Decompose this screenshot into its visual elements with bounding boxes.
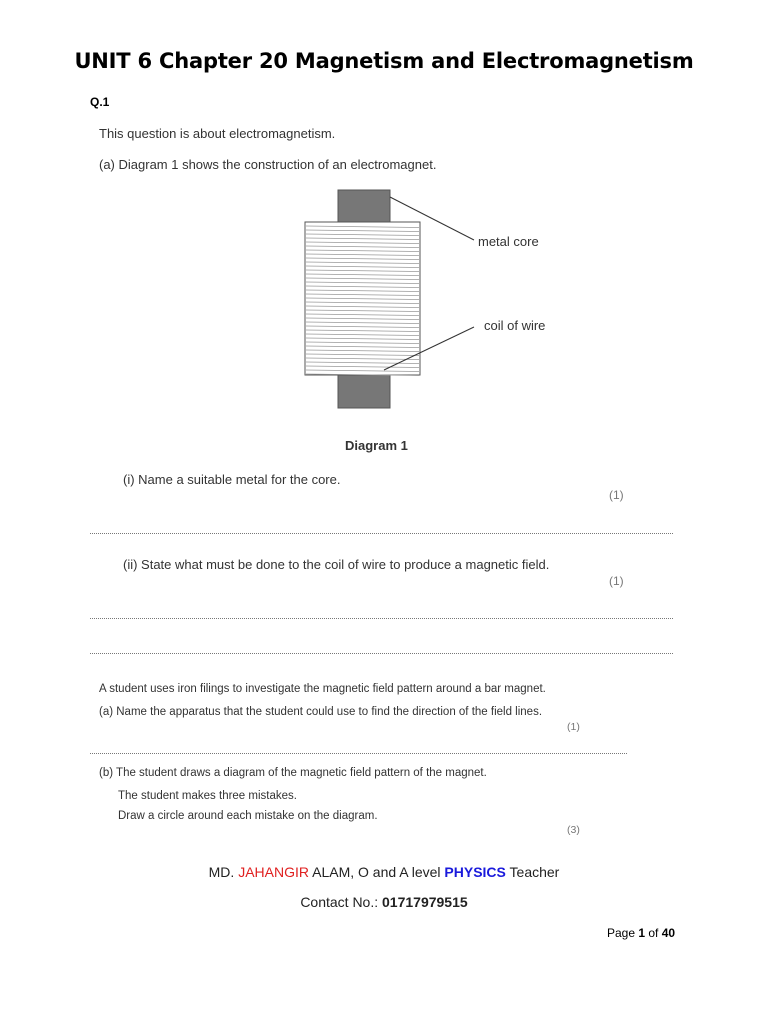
question2-intro: A student uses iron filings to investigate the magnetic field pattern around a bar magnet. — [99, 683, 546, 695]
answer-line-ii-1[interactable] — [90, 618, 673, 619]
contact-number: 01717979515 — [382, 894, 468, 910]
contact-info — [0, 894, 768, 910]
answer-line-i[interactable] — [90, 533, 673, 534]
teacher-credit — [0, 864, 768, 880]
part-a-text: (a) Diagram 1 shows the construction of an electromagnet. — [99, 157, 437, 172]
page-current: 1 — [638, 926, 646, 940]
label-coil-of-wire: coil of wire — [484, 318, 546, 333]
q2-part-a-text: (a) Name the apparatus that the student could use to find the direction of the field lines. — [99, 706, 543, 718]
core-bottom — [338, 374, 390, 408]
part-i-marks: (1) — [609, 488, 624, 502]
page-label: Page — [607, 926, 639, 940]
page-number — [607, 926, 675, 940]
q2-part-b-line2: The student makes three mistakes. — [118, 790, 297, 802]
part-ii-text: (ii) State what must be done to the coil of wire to produce a magnetic field. — [123, 557, 550, 572]
credit-name-highlight: JAHANGIR — [238, 864, 309, 880]
question-intro: This question is about electromagnetism. — [99, 126, 336, 141]
credit-middle: ALAM, O and A level — [309, 864, 445, 880]
part-i-text: (i) Name a suitable metal for the core. — [123, 472, 341, 487]
q2-part-b-marks: (3) — [567, 824, 580, 836]
q2-part-b-line1: (b) The student draws a diagram of the magnetic field pattern of the magnet. — [99, 767, 487, 779]
label-metal-core: metal core — [478, 234, 539, 249]
credit-prefix: MD. — [208, 864, 239, 880]
page-total: 40 — [661, 926, 676, 940]
answer-line-ii-2[interactable] — [90, 653, 673, 654]
page-title: UNIT 6 Chapter 20 Magnetism and Electromagnetism — [74, 49, 694, 73]
contact-label: Contact No.: — [300, 894, 383, 910]
diagram-caption: Diagram 1 — [345, 438, 408, 453]
q2-part-a-marks: (1) — [567, 721, 580, 733]
part-ii-marks: (1) — [609, 574, 624, 588]
question-number: Q.1 — [90, 95, 110, 109]
electromagnet-diagram — [290, 185, 590, 415]
q2-part-b-line3: Draw a circle around each mistake on the diagram. — [118, 810, 378, 822]
page-of: of — [645, 926, 662, 940]
credit-suffix: Teacher — [505, 864, 560, 880]
answer-line-q2a[interactable] — [90, 753, 627, 754]
credit-subject: PHYSICS — [444, 864, 506, 880]
